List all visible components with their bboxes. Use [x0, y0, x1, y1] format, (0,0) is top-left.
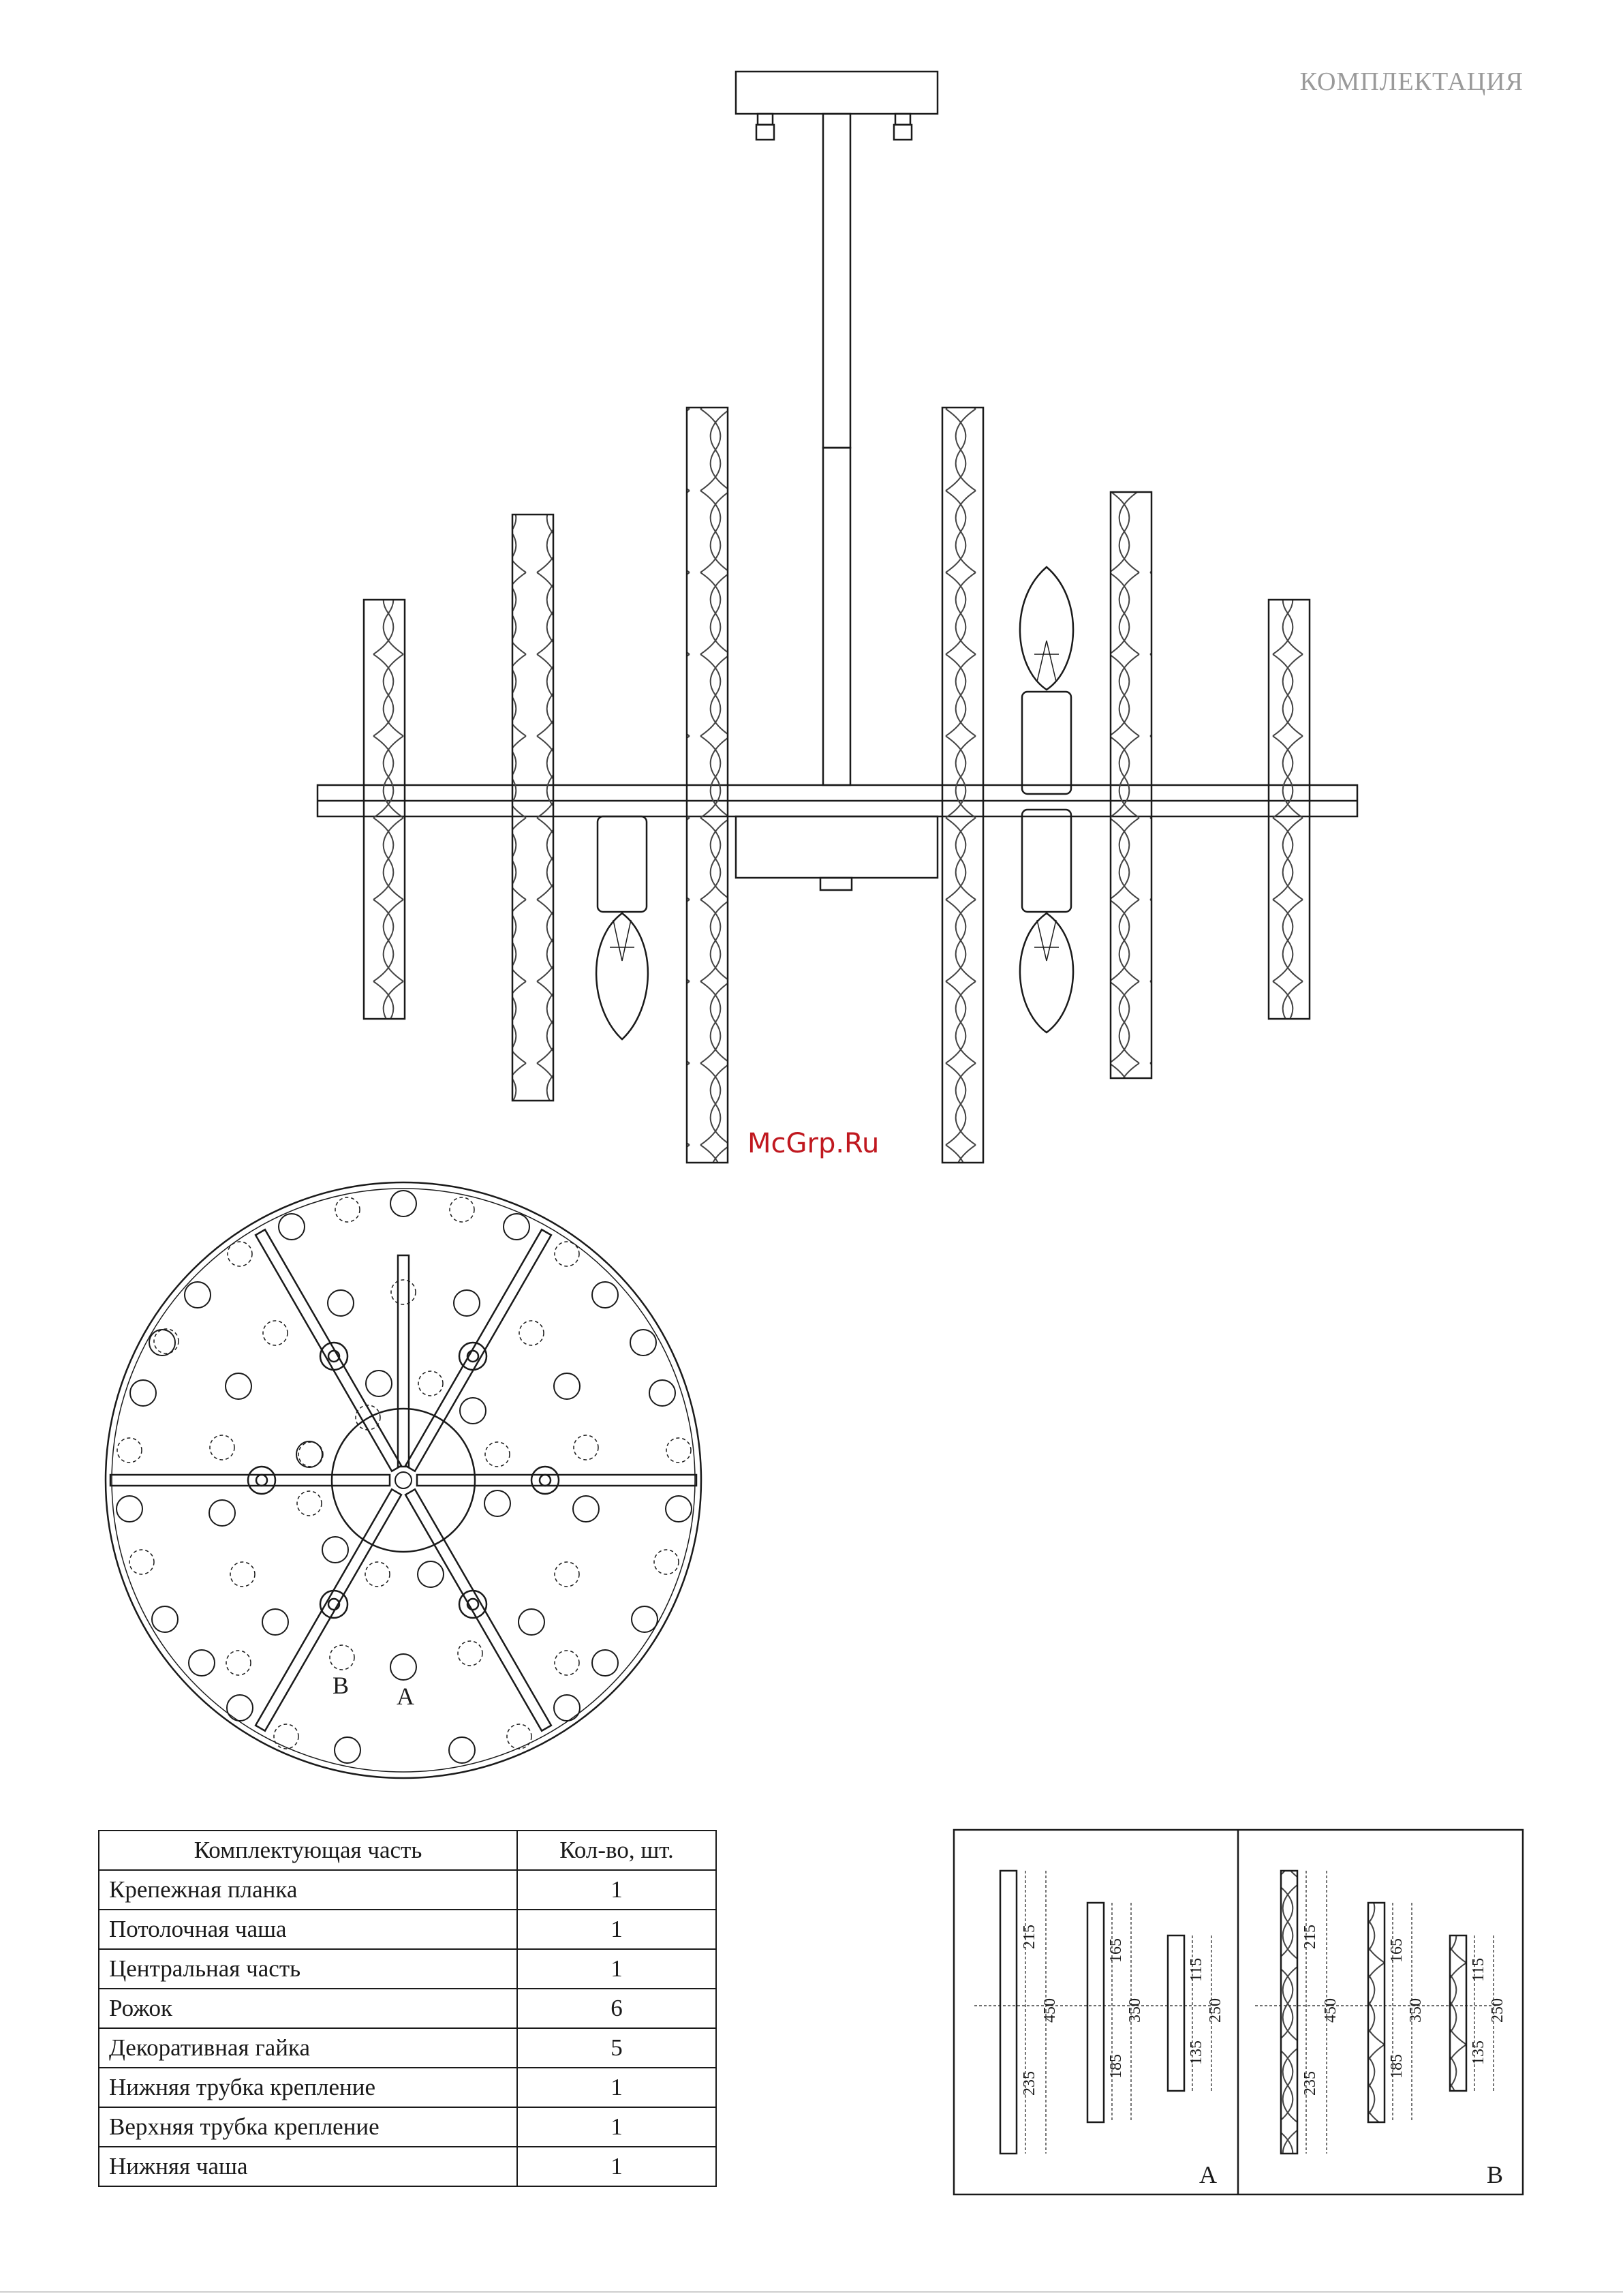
page-title: КОМПЛЕКТАЦИЯ: [1299, 67, 1524, 96]
table-header-row: [99, 1831, 716, 1870]
rod: [1111, 492, 1151, 1078]
svg-text:250: 250: [1207, 1998, 1224, 2023]
part-name: Нижняя чаша: [99, 2147, 517, 2186]
table-row: [99, 1949, 716, 1989]
rod: [687, 408, 728, 1163]
part-name: Крепежная планка: [99, 1870, 517, 1910]
rod: [942, 408, 983, 1163]
svg-text:185: 185: [1107, 2054, 1125, 2079]
svg-text:185: 185: [1388, 2054, 1406, 2079]
central-part: [736, 816, 938, 878]
svg-text:350: 350: [1407, 1998, 1425, 2023]
part-name: Декоративная гайка: [99, 2028, 517, 2068]
part-qty: 1: [517, 1910, 716, 1949]
svg-text:450: 450: [1322, 1998, 1340, 2023]
part-qty: 1: [517, 2147, 716, 2186]
svg-text:215: 215: [1301, 1925, 1319, 1949]
svg-text:165: 165: [1388, 1938, 1406, 1963]
svg-text:215: 215: [1021, 1925, 1038, 1949]
part-qty: 1: [517, 1870, 716, 1910]
svg-text:450: 450: [1041, 1998, 1059, 2023]
table-row: [99, 2147, 716, 2186]
page-divider: [0, 2291, 1623, 2293]
rod: [364, 600, 405, 1019]
part-name: Потолочная чаша: [99, 1910, 517, 1949]
svg-text:235: 235: [1021, 2071, 1038, 2096]
part-name: Верхняя трубка крепление: [99, 2107, 517, 2147]
part-name: Рожок: [99, 1989, 517, 2028]
rods-panel: [954, 1830, 1523, 2194]
part-name: Нижняя трубка крепление: [99, 2068, 517, 2107]
table-row: [99, 2068, 716, 2107]
part-qty: 5: [517, 2028, 716, 2068]
rod: [1269, 600, 1310, 1019]
svg-text:250: 250: [1489, 1998, 1506, 2023]
rod-dimensions: [1021, 1925, 1506, 2096]
part-qty: 1: [517, 1949, 716, 1989]
column-header: Комплектующая часть: [99, 1831, 517, 1870]
part-qty: 1: [517, 2107, 716, 2147]
svg-text:165: 165: [1107, 1938, 1125, 1963]
table-row: [99, 1989, 716, 2028]
column-header: Кол-во, шт.: [517, 1831, 716, 1870]
svg-text:135: 135: [1188, 2040, 1205, 2065]
lamp-holders: [596, 567, 1073, 1039]
table-row: [99, 2028, 716, 2068]
svg-text:115: 115: [1188, 1957, 1205, 1982]
upper-tube: [823, 114, 850, 448]
mounting-plate: [736, 72, 938, 114]
svg-text:115: 115: [1470, 1957, 1487, 1982]
rods-panel-b-label: B: [1487, 2161, 1504, 2188]
table-row: [99, 2107, 716, 2147]
rod: [512, 515, 553, 1101]
table-row: [99, 1910, 716, 1949]
part-qty: 6: [517, 1989, 716, 2028]
watermark: McGrp.Ru: [747, 1128, 880, 1159]
lower-tube: [823, 448, 850, 785]
part-name: Центральная часть: [99, 1949, 517, 1989]
part-qty: 1: [517, 2068, 716, 2107]
point-label-a: A: [397, 1683, 414, 1710]
svg-text:350: 350: [1126, 1998, 1144, 2023]
parts-table: [98, 1830, 717, 2187]
svg-text:235: 235: [1301, 2071, 1319, 2096]
table-row: [99, 1870, 716, 1910]
point-label-b: B: [333, 1672, 350, 1699]
rods-panel-a-label: A: [1199, 2161, 1217, 2188]
svg-text:135: 135: [1470, 2040, 1487, 2065]
